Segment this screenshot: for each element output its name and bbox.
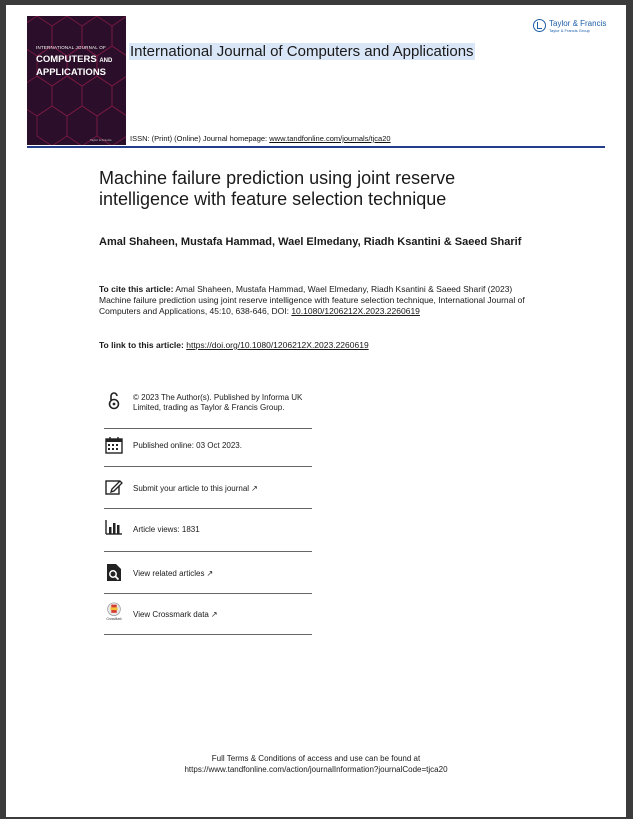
cover-journal-prefix: INTERNATIONAL JOURNAL OF [36, 45, 106, 50]
info-row-published [104, 428, 312, 467]
submit-article-link[interactable] [133, 484, 313, 494]
search-document-icon [104, 562, 124, 582]
citation-block [99, 284, 539, 317]
published-date-text: Published online: 03 Oct 2023. [133, 441, 242, 450]
external-link-icon: ↗ [206, 569, 214, 578]
info-row-crossmark[interactable] [104, 593, 312, 635]
issn-text: ISSN: (Print) (Online) Journal homepage: [130, 134, 268, 143]
edit-icon [104, 477, 124, 497]
cite-text: Amal Shaheen, Mustafa Hammad, Wael Elmedany, Riadh Ksantini & Saeed Sharif (2023) Machine failure prediction using joint reserve intelligence with feature selection technique, International Journal of Computers and Applications, 45:10, 638-646, DOI: [99, 284, 525, 316]
external-link-icon: ↗ [251, 484, 258, 493]
journal-homepage-link[interactable]: www.tandfonline.com/journals/tjca20 [269, 134, 391, 143]
issn-line [130, 134, 391, 143]
info-row-related[interactable] [104, 551, 312, 594]
journal-cover-image [27, 16, 126, 145]
publisher-logo [533, 19, 606, 33]
header-divider [27, 146, 605, 148]
cover-publisher-logo: Taylor & Francis [90, 138, 112, 142]
publisher-logo-text: Taylor & Francis [549, 19, 607, 28]
crossmark-caption: CrossMark [106, 617, 122, 622]
crossmark-link[interactable] [133, 610, 313, 620]
cover-title-word: APPLICATIONS [36, 67, 107, 78]
article-views-text: Article views: 1831 [133, 525, 200, 534]
footer-terms-text: Full Terms & Conditions of access and use can be found at [211, 754, 421, 763]
external-link-icon: ↗ [210, 610, 218, 619]
related-articles-link[interactable] [133, 569, 313, 579]
cover-title-word: COMPUTERS [36, 54, 97, 65]
article-doi-link[interactable]: https://doi.org/10.1080/1206212X.2023.2260619 [186, 340, 369, 350]
info-row-copyright [104, 389, 312, 429]
taylor-francis-icon [533, 19, 546, 32]
crossmark-label: View Crossmark data [133, 610, 209, 619]
copyright-text: © 2023 The Author(s). Published by Informa UK Limited, trading as Taylor & Francis Group. [133, 393, 303, 412]
info-row-views [104, 508, 312, 552]
cover-journal-title [36, 54, 112, 78]
page-footer [6, 753, 626, 775]
link-label: To link to this article: [99, 340, 184, 350]
article-title: Machine failure prediction using joint reserve intelligence with feature selection technique [99, 168, 456, 209]
open-access-icon [104, 391, 124, 411]
related-articles-label: View related articles [133, 569, 205, 578]
publisher-logo-subtext: Taylor & Francis Group [549, 28, 590, 33]
cite-doi-link[interactable]: 10.1080/1206212X.2023.2260619 [291, 306, 420, 316]
cover-hexagon-pattern [27, 16, 126, 145]
cover-title-and: AND [99, 58, 113, 64]
crossmark-icon [104, 601, 124, 621]
journal-name: International Journal of Computers and Applications [130, 43, 474, 60]
info-row-submit[interactable] [104, 466, 312, 509]
footer-terms-url[interactable]: https://www.tandfonline.com/action/journalInformation?journalCode=tjca20 [184, 765, 448, 774]
submit-article-label: Submit your article to this journal [133, 484, 250, 493]
article-link-line [99, 340, 539, 350]
bar-chart-icon [104, 517, 124, 537]
cite-label: To cite this article: [99, 284, 174, 294]
pdf-page [6, 5, 626, 817]
article-authors: Amal Shaheen, Mustafa Hammad, Wael Elmedany, Riadh Ksantini & Saeed Sharif [99, 236, 522, 248]
calendar-icon [104, 435, 124, 455]
